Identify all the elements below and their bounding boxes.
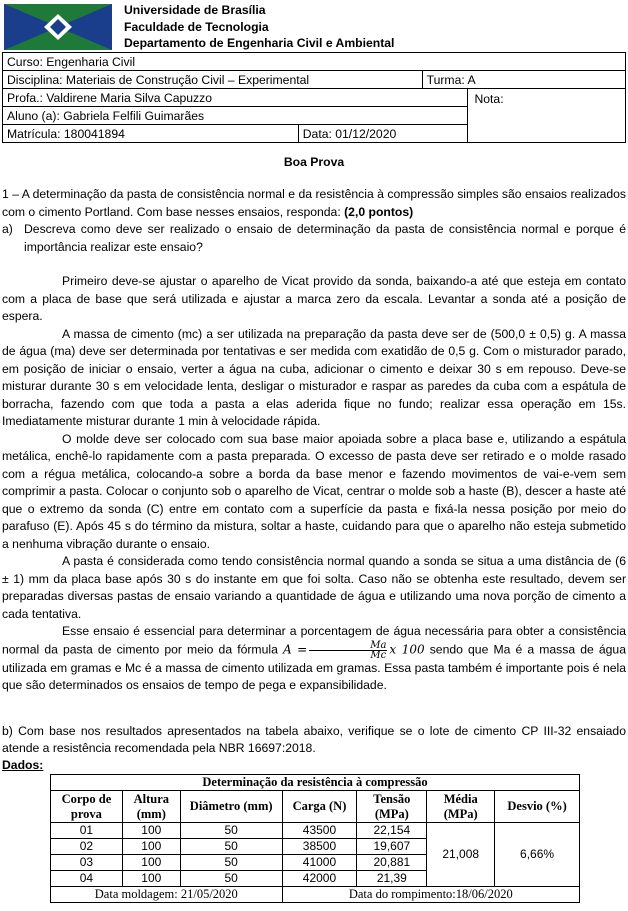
cell-tensao: 20,881 (357, 855, 427, 871)
formula-lhs: A = (282, 642, 308, 657)
question-b: b) Com base nos resultados apresentados na tabela abaixo, verifique se o lote de cimento CP III-32 ensaiado atende a resistência recomendada pela NBR 16697:2018. (2, 724, 626, 755)
header-carga: Carga (N) (282, 791, 357, 823)
answer-paragraph-2: A massa de cimento (mc) a ser utilizada na preparação da pasta deve ser de (500,0 ± 0,5) g. A massa de água (ma) deve ser determinada por tentativas e ser medida com exatidão de 0,5 g. Com o misturador parado, em posição de iniciar o ensaio, verter a água na cuba, adicionar o cimento e deixar 30 s em repouso. Deve-se misturar durante 30 s em velocidade lenta, desligar o misturador e raspar as paredes da cuba com a espátula de borracha, fazendo com que toda a pasta a elas aderida fique no fundo; realizar essa operação em 15s. Imediatamente misturar durante 1 min à velocidade rápida. (2, 326, 626, 428)
unb-logo (4, 4, 112, 50)
answer-paragraph-4: A pasta é considerada como tendo consistência normal quando a sonda se situa a uma distância de (6 ± 1) mm da placa base após 30 s do instante em que foi solta. Caso não se obtenha este resultado, devem ser preparadas diversas pastas de ensaio variando a quantidade de água e utilizando uma nova porção de cimento a cada tentativa. (2, 554, 626, 621)
data-moldagem: Data moldagem: 21/05/2020 (51, 887, 283, 903)
nota-cell: Nota: (468, 89, 626, 143)
cell-carga: 43500 (282, 823, 357, 839)
cell-tensao: 19,607 (357, 839, 427, 855)
cell-diametro: 50 (180, 871, 282, 887)
header-media: Média (MPa) (427, 791, 495, 823)
header-diametro: Diâmetro (mm) (180, 791, 282, 823)
header-corpo: Corpo de prova (51, 791, 123, 823)
cell-altura: 100 (122, 871, 180, 887)
disciplina-cell: Disciplina: Materiais de Construção Civil – Experimental (3, 71, 423, 89)
compression-results-table (50, 774, 580, 903)
table-title: Determinação da resistência à compressão (51, 775, 580, 791)
cell-tensao: 21,39 (357, 871, 427, 887)
cell-carga: 41000 (282, 855, 357, 871)
faculty-name: Faculdade de Tecnologia (124, 19, 269, 34)
curso-cell: Curso: Engenharia Civil (3, 53, 626, 71)
answer-paragraph-3: O molde deve ser colocado com sua base maior apoiada sobre a placa base e, utilizando a espátula metálica, enchê-lo rapidamente com a pasta preparada. O excesso de pasta deve ser retirado e o molde rasado com a régua metálica, colocando-a sobre a borda da base menor e fazendo movimentos de vai-e-vem sem comprimir a pasta. Colocar o conjunto sob o aparelho de Vicat, centrar o molde sob a haste (B), descer a haste até que o extremo da sonda (C) entre em contato com a superfície da pasta e fixá-la nessa posição por meio do parafuso (E). Após 45 s do término da mistura, soltar a haste, cuidando para que o aparelho não esteja submetido a nenhuma vibração durante o ensaio. (2, 431, 626, 551)
header-tensao: Tensão (MPa) (357, 791, 427, 823)
aluno-cell: Aluno (a): Gabriela Felfili Guimarães (3, 107, 468, 125)
question-1-intro: 1 – A determinação da pasta de consistência normal e da resistência à compressão simples são ensaios realizados com o cimento Portland. Com base nesses ensaios, responda: (2, 187, 626, 219)
exam-title: Boa Prova (283, 155, 345, 169)
professor-cell: Profa.: Valdirene Maria Silva Capuzzo (3, 89, 468, 107)
cell-corpo: 03 (51, 855, 123, 871)
data-cell: Data: 01/12/2020 (298, 125, 468, 143)
formula-numerator: Ma (309, 641, 387, 651)
formula-rhs: x 100 (389, 642, 425, 657)
cell-tensao: 22,154 (357, 823, 427, 839)
cell-carga: 42000 (282, 871, 357, 887)
header-desvio: Desvio (%) (495, 791, 580, 823)
cell-diametro: 50 (180, 855, 282, 871)
student-info-table (2, 52, 626, 143)
answer-p5-before: Esse ensaio é essencial para determinar a porcentagem de água necessária para obter a consistência normal da pasta de cimento por meio da fórmula (2, 624, 626, 657)
question-1-points: (2,0 pontos) (344, 204, 414, 219)
question-1a (2, 221, 626, 256)
university-name: Universidade de Brasília (124, 3, 266, 17)
cell-altura: 100 (122, 855, 180, 871)
formula-fraction (309, 641, 387, 660)
cell-corpo: 02 (51, 839, 123, 855)
department-name: Departamento de Engenharia Civil e Ambiental (124, 36, 395, 50)
answer-p5-after: sendo que Ma é a massa de água utilizada em gramas e Mc é a massa de cimento utilizada em gramas. Essa pasta também é importante pois é nela que são determinados os ensaios de tempo de pega e expansibilidade. (2, 642, 626, 692)
question-1a-label: a) (2, 222, 13, 236)
table-row (51, 823, 580, 839)
header-altura: Altura (mm) (122, 791, 180, 823)
cell-corpo: 01 (51, 823, 123, 839)
data-rompimento: Data do rompimento:18/06/2020 (282, 887, 579, 903)
institution-header (124, 2, 394, 52)
cell-diametro: 50 (180, 839, 282, 855)
cell-carga: 38500 (282, 839, 357, 855)
question-1a-text: Descreva como deve ser realizado o ensaio de determinação da pasta de consistência normal e porque é importância realizar este ensaio? (24, 222, 626, 254)
cell-media: 21,008 (427, 823, 495, 887)
cell-altura: 100 (122, 839, 180, 855)
question-1 (2, 186, 626, 695)
cell-corpo: 04 (51, 871, 123, 887)
turma-cell: Turma: A (422, 71, 625, 89)
cell-altura: 100 (122, 823, 180, 839)
cell-desvio: 6,66% (495, 823, 580, 887)
answer-paragraph-5 (2, 623, 626, 695)
cell-diametro: 50 (180, 823, 282, 839)
dados-label: Dados: (2, 758, 44, 772)
matricula-cell: Matrícula: 180041894 (3, 125, 299, 143)
formula-denominator: Mc (370, 649, 387, 661)
answer-paragraph-1: Primeiro deve-se ajustar o aparelho de Vicat provido da sonda, baixando-a até que esteja em contato com a placa de base que será utilizada e ajustar a marca zero da escala. Levantar a sonda até a posição de espera. (2, 274, 626, 323)
